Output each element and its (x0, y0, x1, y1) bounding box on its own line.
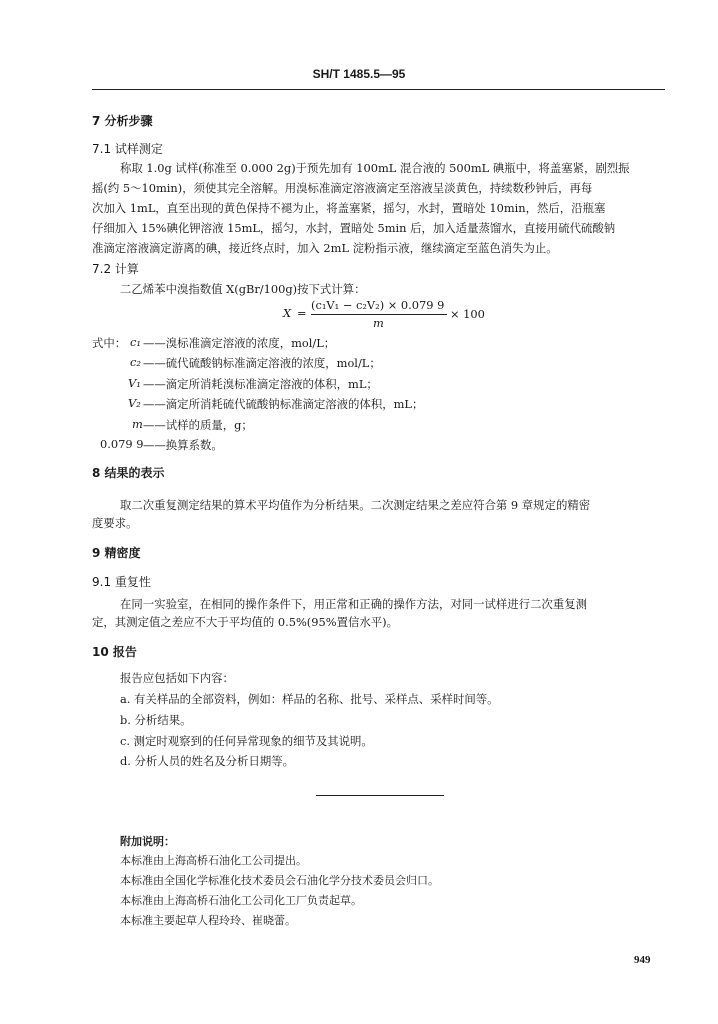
formula-lhs: X (283, 306, 292, 320)
note-line: 本标准由全国化学标准化技术委员会石油化学分技术委员会归口。 (120, 874, 439, 887)
section-8-title: 8 结果的表示 (92, 466, 165, 480)
formula-numerator: (c₁V₁ − c₂V₂) × 0.079 9 (311, 298, 445, 312)
variable-description: ——滴定所消耗溴标准滴定溶液的体积，mL； (143, 377, 378, 391)
section-7-2-title: 7.2 计算 (92, 262, 139, 276)
note-line: 本标准由上海高桥石油化工公司提出。 (120, 854, 307, 867)
where-label: 式中： (92, 336, 127, 350)
paragraph-line: 定，其测定值之差应不大于平均值的 0.5%(95%置信水平)。 (92, 615, 398, 629)
list-item: d. 分析人员的姓名及分析日期等。 (120, 754, 295, 768)
variable-symbol: m (132, 417, 143, 431)
section-9-title: 9 精密度 (92, 546, 141, 560)
section-7-title: 7 分析步骤 (92, 114, 153, 128)
variable-description: ——试样的质量，g； (143, 418, 253, 432)
list-item: c. 测定时观察到的任何异常现象的细节及其说明。 (120, 734, 373, 748)
variable-symbol: c₂ (130, 355, 141, 369)
formula-denominator: m (373, 316, 384, 330)
paragraph-line: 仔细加入 15%碘化钾溶液 15mL，摇匀，水封，置暗处 5min 后，加入适量蒸馏水，直接用硫代硫酸钠 (92, 221, 616, 235)
paragraph-line: 称取 1.0g 试样(称准至 0.000 2g)于预先加有 100mL 混合液的 500mL 碘瓶中，将盖塞紧，剧烈振 (120, 161, 630, 175)
variable-symbol: 0.079 9 (100, 437, 144, 451)
variable-description: ——硫代硫酸钠标准滴定溶液的浓度，mol/L； (143, 356, 381, 370)
paragraph-line: 取二次重复测定结果的算术平均值作为分析结果。二次测定结果之差应符合第 9 章规定的精密 (120, 498, 591, 512)
notes-title: 附加说明： (120, 835, 175, 848)
formula-multiplier: × 100 (450, 307, 485, 321)
fraction-bar (311, 314, 447, 315)
document-code-header: SH/T 1485.5—95 (312, 67, 406, 81)
paragraph-line: 在同一实验室，在相同的操作条件下，用正常和正确的操作方法，对同一试样进行二次重复测 (120, 597, 588, 611)
paragraph-line: 度要求。 (92, 516, 138, 530)
note-line: 本标准主要起草人程玲玲、崔晓蕾。 (120, 914, 296, 927)
variable-symbol: c₁ (130, 335, 141, 349)
variable-symbol: V₂ (128, 396, 141, 410)
page-number: 949 (634, 954, 651, 966)
section-7-1-title: 7.1 试样测定 (92, 142, 163, 156)
report-intro: 报告应包括如下内容： (120, 671, 234, 685)
list-item: a. 有关样品的全部资料，例如：样品的名称、批号、采样点、采样时间等。 (120, 692, 499, 706)
paragraph-line: 摇(约 5～10min)，须使其完全溶解。用溴标准滴定溶液滴定至溶液呈淡黄色，持续数秒钟后，再每 (92, 181, 593, 195)
section-10-title: 10 报告 (92, 645, 137, 659)
section-9-1-title: 9.1 重复性 (92, 575, 151, 589)
paragraph-line: 次加入 1mL，直至出现的黄色保持不褪为止，将盖塞紧，摇匀，水封，置暗处 10min，然后，沿瓶塞 (92, 201, 606, 215)
variable-description: ——溴标准滴定溶液的浓度，mol/L； (143, 336, 336, 350)
paragraph-line: 准滴定溶液滴定游离的碘，接近终点时，加入 2mL 淀粉指示液，继续滴定至蓝色消失为止。 (92, 241, 558, 255)
end-rule (316, 795, 444, 796)
note-line: 本标准由上海高桥石油化工公司化工厂负责起草。 (120, 894, 362, 907)
list-item: b. 分析结果。 (120, 713, 192, 727)
formula-equals: = (297, 306, 307, 320)
variable-description: ——换算系数。 (143, 438, 223, 452)
header-rule (92, 89, 665, 90)
variable-description: ——滴定所消耗硫代硫酸钠标准滴定溶液的体积，mL； (143, 397, 424, 411)
variable-symbol: V₁ (128, 376, 141, 390)
formula-intro: 二乙烯苯中溴指数值 X(gBr/100g)按下式计算： (120, 282, 366, 296)
